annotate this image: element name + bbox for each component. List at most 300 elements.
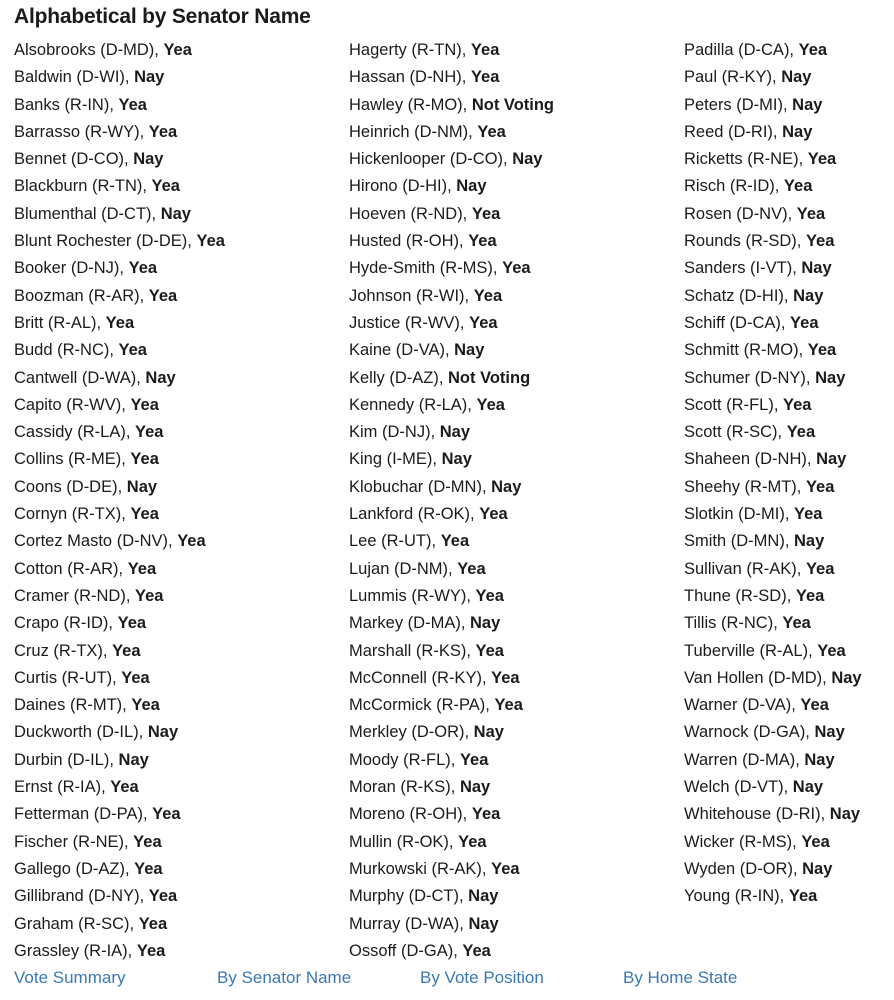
senator-name: Paul (R-KY),: [684, 68, 782, 87]
senator-vote-row: [349, 774, 554, 801]
senator-vote-row: [349, 501, 554, 528]
vote-value: Nay: [160, 204, 191, 223]
senator-vote-row: [14, 419, 225, 446]
senator-vote-row: [14, 829, 225, 856]
senator-vote-row: [684, 692, 862, 719]
senator-name: Risch (R-ID),: [684, 177, 784, 196]
senator-name: Kim (D-NJ),: [349, 423, 440, 442]
senator-name: Capito (R-WV),: [14, 395, 131, 414]
senator-vote-row: [349, 883, 554, 910]
senator-vote-row: [14, 610, 225, 637]
senator-vote-row: [349, 801, 554, 828]
senator-vote-row: [684, 774, 862, 801]
senator-vote-row: [684, 501, 862, 528]
vote-value: Yea: [795, 586, 825, 605]
senator-vote-row: [684, 201, 862, 228]
senator-column-3: [684, 37, 862, 911]
senator-name: Blunt Rochester (D-DE),: [14, 232, 197, 251]
senator-vote-row: [349, 64, 554, 91]
vote-value: Nay: [118, 750, 149, 769]
senator-name: Lummis (R-WY),: [349, 586, 476, 605]
senator-vote-row: [14, 528, 225, 555]
vote-value: Yea: [807, 150, 837, 169]
senator-name: Boozman (R-AR),: [14, 286, 149, 305]
senator-vote-row: [349, 528, 554, 555]
vote-value: Yea: [502, 259, 531, 278]
vote-value: Yea: [459, 750, 489, 769]
vote-value: Nay: [829, 805, 861, 824]
vote-value: Yea: [136, 941, 166, 960]
senator-name: Booker (D-NJ),: [14, 259, 129, 278]
senator-vote-row: [14, 501, 225, 528]
senator-name: Hawley (R-MO),: [349, 95, 472, 114]
senator-name: Ossoff (D-GA),: [349, 941, 463, 960]
senator-vote-row: [684, 173, 862, 200]
senator-name: Welch (D-VT),: [684, 778, 793, 797]
senator-name: Alsobrooks (D-MD),: [14, 41, 164, 59]
senator-name: Murphy (D-CT),: [349, 887, 469, 906]
vote-value: Yea: [491, 668, 520, 687]
vote-value: Yea: [475, 586, 504, 605]
vote-value: Yea: [118, 95, 147, 114]
senator-vote-row: [14, 801, 225, 828]
senator-vote-row: [349, 283, 554, 310]
senator-name: Wyden (D-OR),: [684, 859, 803, 878]
vote-value: Yea: [135, 586, 164, 605]
senator-vote-row: [349, 92, 554, 119]
vote-value: Nay: [456, 177, 487, 196]
senator-vote-row: [349, 911, 554, 938]
senator-vote-row: [349, 228, 554, 255]
vote-value: Yea: [805, 232, 835, 251]
senator-name: Grassley (R-IA),: [14, 941, 137, 960]
vote-value: Nay: [781, 68, 812, 87]
senator-column-1: [14, 37, 225, 965]
senator-vote-row: [684, 365, 862, 392]
senator-vote-row: [349, 310, 554, 337]
vote-value: Yea: [128, 259, 158, 278]
vote-value: Yea: [800, 696, 829, 715]
vote-value: Nay: [470, 614, 501, 633]
senator-vote-row: [349, 255, 554, 282]
vote-value: Nay: [145, 368, 176, 387]
senator-vote-row: [14, 37, 225, 64]
senator-vote-row: [684, 64, 862, 91]
senator-vote-row: [349, 474, 554, 501]
senator-name: Rosen (D-NV),: [684, 204, 797, 223]
vote-value: Yea: [477, 122, 506, 141]
senator-name: Crapo (R-ID),: [14, 614, 118, 633]
senator-vote-row: [349, 446, 554, 473]
senator-vote-row: [684, 747, 862, 774]
senator-vote-row: [684, 37, 862, 64]
vote-value: Nay: [794, 532, 825, 551]
senator-vote-row: [349, 37, 554, 64]
senator-name: Baldwin (D-WI),: [14, 68, 135, 87]
senator-name: Van Hollen (D-MD),: [684, 668, 832, 687]
senator-vote-row: [684, 92, 862, 119]
senator-name: Budd (R-NC),: [14, 341, 119, 360]
senator-vote-row: [14, 583, 225, 610]
senator-name: Warner (D-VA),: [684, 696, 801, 715]
vote-value: Yea: [133, 832, 162, 851]
vote-value: Yea: [491, 859, 520, 878]
senator-name: Hirono (D-HI),: [349, 177, 457, 196]
senator-name: Schatz (D-HI),: [684, 286, 794, 305]
senator-vote-row: [14, 474, 225, 501]
senator-name: Cortez Masto (D-NV),: [14, 532, 178, 551]
vote-value: Yea: [494, 696, 523, 715]
vote-value: Yea: [798, 41, 828, 59]
senator-name: Fischer (R-NE),: [14, 832, 134, 851]
vote-value: Yea: [805, 477, 835, 496]
vote-value: Yea: [458, 832, 487, 851]
vote-value: Nay: [126, 477, 158, 496]
vote-value: Nay: [831, 668, 862, 687]
senator-name: McCormick (R-PA),: [349, 696, 495, 715]
vote-value: Yea: [782, 614, 811, 633]
senator-vote-row: [684, 446, 862, 473]
vote-value: Yea: [805, 559, 835, 578]
by-senator-name-link[interactable]: By Senator Name: [217, 968, 352, 987]
senator-name: Cantwell (D-WA),: [14, 368, 146, 387]
senator-name: McConnell (R-KY),: [349, 668, 492, 687]
senator-name: Sullivan (R-AK),: [684, 559, 806, 578]
senator-vote-row: [684, 556, 862, 583]
vote-value: Nay: [801, 259, 832, 278]
vote-value: Nay: [468, 914, 499, 933]
senator-vote-row: [349, 938, 554, 965]
senator-name: Ricketts (R-NE),: [684, 150, 808, 169]
senator-name: Murray (D-WA),: [349, 914, 469, 933]
senator-vote-row: [349, 856, 554, 883]
senator-vote-row: [684, 228, 862, 255]
senator-vote-row: [349, 829, 554, 856]
senator-vote-row: [684, 638, 862, 665]
page-title: Alphabetical by Senator Name: [14, 5, 311, 28]
senator-vote-row: [349, 747, 554, 774]
senator-vote-row: [14, 747, 225, 774]
senator-vote-row: [14, 638, 225, 665]
vote-value: Yea: [788, 887, 818, 906]
senator-name: Klobuchar (D-MN),: [349, 477, 492, 496]
vote-value: Yea: [794, 505, 823, 524]
vote-value: Yea: [131, 696, 160, 715]
senator-vote-row: [684, 337, 862, 364]
senator-name: Thune (R-SD),: [684, 586, 796, 605]
senator-name: Gallego (D-AZ),: [14, 859, 135, 878]
vote-value: Yea: [138, 914, 168, 933]
vote-value: Yea: [196, 232, 225, 251]
senator-name: Husted (R-OH),: [349, 232, 469, 251]
senator-name: Daines (R-MT),: [14, 696, 132, 715]
vote-value: Yea: [468, 232, 497, 251]
senator-vote-row: [349, 119, 554, 146]
senator-name: Graham (R-SC),: [14, 914, 139, 933]
vote-value: Yea: [148, 122, 178, 141]
vote-value: Yea: [469, 313, 498, 332]
vote-value: Yea: [470, 68, 500, 87]
senator-name: Kennedy (R-LA),: [349, 395, 477, 414]
senator-name: Fetterman (D-PA),: [14, 805, 153, 824]
senator-name: King (I-ME),: [349, 450, 442, 469]
senator-name: Moreno (R-OH),: [349, 805, 472, 824]
senator-vote-row: [349, 583, 554, 610]
vote-value: Yea: [148, 887, 178, 906]
senator-name: Sanders (I-VT),: [684, 259, 802, 278]
vote-value: Nay: [793, 286, 824, 305]
senator-name: Britt (R-AL),: [14, 313, 106, 332]
vote-value: Yea: [105, 313, 135, 332]
senator-vote-row: [684, 146, 862, 173]
senator-vote-row: [684, 829, 862, 856]
senator-vote-row: [684, 856, 862, 883]
senator-name: Shaheen (D-NH),: [684, 450, 817, 469]
senator-vote-row: [684, 528, 862, 555]
senator-name: Cotton (R-AR),: [14, 559, 128, 578]
vote-value: Nay: [491, 477, 522, 496]
vote-value: Yea: [130, 505, 159, 524]
vote-value: Yea: [440, 532, 470, 551]
senator-name: Slotkin (D-MI),: [684, 505, 795, 524]
senator-vote-row: [14, 665, 225, 692]
senator-name: Schmitt (R-MO),: [684, 341, 808, 360]
vote-value: Nay: [816, 450, 847, 469]
senator-vote-row: [14, 692, 225, 719]
vote-summary-link[interactable]: Vote Summary: [14, 968, 126, 987]
senator-name: Banks (R-IN),: [14, 95, 119, 114]
senator-vote-row: [349, 146, 554, 173]
vote-value: Yea: [796, 204, 826, 223]
senator-vote-row: [14, 556, 225, 583]
vote-value: Yea: [152, 805, 181, 824]
senator-column-2: [349, 37, 554, 965]
vote-value: Not Voting: [471, 95, 555, 114]
senator-vote-row: [14, 911, 225, 938]
senator-name: Schumer (D-NY),: [684, 368, 816, 387]
senator-vote-row: [349, 392, 554, 419]
vote-value: Yea: [177, 532, 206, 551]
senator-vote-row: [349, 173, 554, 200]
footer-nav: [0, 965, 894, 991]
senator-name: Coons (D-DE),: [14, 477, 127, 496]
vote-value: Yea: [462, 941, 491, 960]
senator-vote-row: [684, 255, 862, 282]
senator-name: Merkley (D-OR),: [349, 723, 474, 742]
vote-value: Nay: [512, 150, 543, 169]
senator-vote-row: [14, 446, 225, 473]
vote-value: Nay: [792, 778, 824, 797]
vote-value: Yea: [801, 832, 830, 851]
senator-name: Reed (D-RI),: [684, 122, 783, 141]
senator-vote-row: [684, 119, 862, 146]
vote-value: Nay: [815, 368, 846, 387]
senator-vote-row: [14, 883, 225, 910]
senator-name: Schiff (D-CA),: [684, 313, 791, 332]
senator-name: Padilla (D-CA),: [684, 41, 799, 59]
senator-name: Moran (R-KS),: [349, 778, 460, 797]
senator-name: Wicker (R-MS),: [684, 832, 802, 851]
senator-name: Bennet (D-CO),: [14, 150, 134, 169]
senator-vote-row: [14, 92, 225, 119]
senator-name: Justice (R-WV),: [349, 313, 470, 332]
vote-value: Nay: [802, 859, 833, 878]
vote-value: Yea: [476, 395, 505, 414]
senator-name: Cassidy (R-LA),: [14, 423, 136, 442]
senator-vote-row: [684, 474, 862, 501]
senator-vote-row: [14, 119, 225, 146]
senator-name: Scott (R-SC),: [684, 423, 787, 442]
vote-value: Nay: [459, 778, 491, 797]
vote-value: Yea: [127, 559, 157, 578]
senator-vote-row: [684, 883, 862, 910]
senator-name: Cramer (R-ND),: [14, 586, 135, 605]
senator-name: Cruz (R-TX),: [14, 641, 113, 660]
vote-value: Yea: [790, 313, 819, 332]
vote-value: Nay: [439, 423, 471, 442]
senator-vote-row: [14, 392, 225, 419]
senator-vote-row: [14, 337, 225, 364]
senator-vote-row: [684, 283, 862, 310]
senator-name: Marshall (R-KS),: [349, 641, 476, 660]
senator-name: Curtis (R-UT),: [14, 668, 122, 687]
by-vote-position-link[interactable]: By Vote Position: [420, 968, 544, 987]
senator-vote-row: [684, 392, 862, 419]
senator-vote-row: [14, 856, 225, 883]
vote-value: Yea: [134, 859, 163, 878]
senator-vote-row: [14, 283, 225, 310]
senator-name: Peters (D-MI),: [684, 95, 793, 114]
vote-value: Yea: [817, 641, 846, 660]
senator-vote-row: [349, 556, 554, 583]
senator-vote-row: [684, 665, 862, 692]
senator-vote-row: [14, 146, 225, 173]
senator-vote-row: [349, 665, 554, 692]
vote-value: Nay: [134, 68, 165, 87]
senator-name: Barrasso (R-WY),: [14, 122, 149, 141]
senator-name: Sheehy (R-MT),: [684, 477, 806, 496]
senator-name: Lankford (R-OK),: [349, 505, 480, 524]
senator-name: Hoeven (R-ND),: [349, 204, 472, 223]
senator-name: Whitehouse (D-RI),: [684, 805, 830, 824]
senator-name: Blackburn (R-TN),: [14, 177, 152, 196]
vote-value: Yea: [148, 286, 178, 305]
senator-name: Moody (R-FL),: [349, 750, 460, 769]
vote-value: Nay: [782, 122, 813, 141]
vote-value: Yea: [118, 341, 147, 360]
senator-vote-row: [684, 719, 862, 746]
vote-value: Yea: [471, 805, 501, 824]
senator-vote-row: [684, 310, 862, 337]
vote-value: Yea: [783, 395, 812, 414]
senator-name: Ernst (R-IA),: [14, 778, 111, 797]
senator-vote-row: [684, 801, 862, 828]
senator-name: Hagerty (R-TN),: [349, 41, 471, 59]
senator-vote-row: [14, 719, 225, 746]
senator-vote-row: [349, 610, 554, 637]
senator-name: Kelly (D-AZ),: [349, 368, 448, 387]
vote-value: Nay: [133, 150, 164, 169]
vote-value: Nay: [473, 723, 504, 742]
vote-value: Yea: [475, 641, 504, 660]
senator-name: Lee (R-UT),: [349, 532, 441, 551]
vote-value: Yea: [130, 395, 159, 414]
senator-name: Cornyn (R-TX),: [14, 505, 131, 524]
vote-value: Yea: [112, 641, 141, 660]
vote-value: Yea: [151, 177, 180, 196]
senator-name: Warren (D-MA),: [684, 750, 805, 769]
vote-value: Nay: [468, 887, 499, 906]
senator-vote-row: [684, 419, 862, 446]
senator-name: Hassan (D-NH),: [349, 68, 471, 87]
senator-vote-row: [349, 365, 554, 392]
vote-value: Nay: [792, 95, 823, 114]
senator-name: Young (R-IN),: [684, 887, 789, 906]
senator-vote-row: [349, 201, 554, 228]
vote-value: Yea: [457, 559, 486, 578]
vote-value: Yea: [783, 177, 813, 196]
senator-vote-row: [684, 610, 862, 637]
senator-vote-row: [14, 938, 225, 965]
vote-value: Nay: [814, 723, 845, 742]
vote-value: Not Voting: [448, 368, 531, 387]
senator-vote-row: [14, 310, 225, 337]
vote-value: Yea: [807, 341, 837, 360]
senator-name: Collins (R-ME),: [14, 450, 131, 469]
senator-vote-row: [14, 774, 225, 801]
senator-name: Rounds (R-SD),: [684, 232, 806, 251]
senator-name: Scott (R-FL),: [684, 395, 784, 414]
senator-name: Gillibrand (D-NY),: [14, 887, 149, 906]
senator-vote-row: [349, 638, 554, 665]
senator-name: Johnson (R-WI),: [349, 286, 474, 305]
vote-value: Nay: [804, 750, 835, 769]
vote-value: Yea: [130, 450, 159, 469]
senator-vote-row: [14, 255, 225, 282]
senator-vote-row: [14, 173, 225, 200]
senator-name: Durbin (D-IL),: [14, 750, 119, 769]
senator-name: Tillis (R-NC),: [684, 614, 783, 633]
senator-name: Mullin (R-OK),: [349, 832, 459, 851]
vote-value: Yea: [479, 505, 508, 524]
senator-name: Heinrich (D-NM),: [349, 122, 478, 141]
senator-vote-row: [349, 719, 554, 746]
vote-value: Yea: [473, 286, 503, 305]
senator-name: Hyde-Smith (R-MS),: [349, 259, 503, 278]
senator-vote-row: [349, 337, 554, 364]
vote-value: Nay: [441, 450, 472, 469]
by-home-state-link[interactable]: By Home State: [623, 968, 738, 987]
senator-vote-row: [14, 201, 225, 228]
senator-name: Tuberville (R-AL),: [684, 641, 818, 660]
vote-value: Yea: [121, 668, 150, 687]
senator-vote-row: [14, 365, 225, 392]
senator-vote-row: [349, 419, 554, 446]
senator-name: Warnock (D-GA),: [684, 723, 815, 742]
senator-name: Blumenthal (D-CT),: [14, 204, 161, 223]
vote-value: Nay: [147, 723, 179, 742]
vote-value: Yea: [471, 204, 501, 223]
senator-name: Lujan (D-NM),: [349, 559, 458, 578]
senator-vote-row: [349, 692, 554, 719]
senator-name: Smith (D-MN),: [684, 532, 794, 551]
senator-vote-row: [14, 64, 225, 91]
vote-value: Yea: [117, 614, 147, 633]
vote-value: Yea: [786, 423, 816, 442]
senator-name: Kaine (D-VA),: [349, 341, 455, 360]
senator-name: Hickenlooper (D-CO),: [349, 150, 513, 169]
vote-value: Nay: [454, 341, 485, 360]
